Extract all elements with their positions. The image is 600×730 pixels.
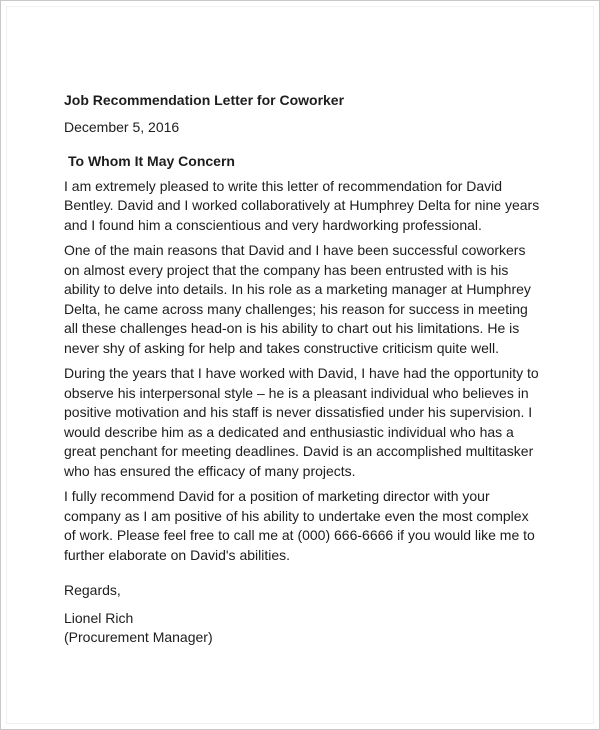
letter-paragraph-intro: I am extremely pleased to write this letter of recommendation for David Bentley. David and I worked collaboratively at Humphrey Delta for nine years and I found him a conscientious and very hardworking professional. — [64, 177, 540, 233]
letter-paragraph-interpersonal: During the years that I have worked with David, I have had the opportunity to observe his interpersonal style – he is a pleasant individual who believes in positive motivation and his staff is never dissatisfied under his supervision. I would describe him as a dedicated and enthusiastic individual who has a great penchant for meeting deadlines. David is an accomplished multitasker who has ensured the efficacy of many projects. — [64, 365, 539, 479]
letter-content — [64, 91, 541, 648]
signature-title: (Procurement Manager) — [64, 629, 213, 645]
letter-title: Job Recommendation Letter for Coworker — [64, 92, 345, 108]
letter-paragraph-strengths: One of the main reasons that David and I have been successful coworkers on almost every project that the company has been entrusted with is his ability to delve into details. In his role as a marketing manager at Humphrey Delta, he came across many challenges; his reason for success in meeting all these challenges head-on is his ability to chart out his limitations. He is never shy of asking for help and takes constructive criticism quite well. — [64, 242, 531, 356]
letter-salutation: To Whom It May Concern — [68, 153, 235, 169]
letter-date: December 5, 2016 — [64, 118, 180, 135]
letter-paragraph-recommendation: I fully recommend David for a position of marketing director with your company as I am positive of his ability to undertake even the most complex of work. Please feel free to call me at (000) 666-6666 if you would like me to further elaborate on David's abilities. — [64, 488, 535, 563]
signature-name: Lionel Rich — [64, 609, 134, 626]
letter-closing: Regards, — [64, 582, 121, 598]
